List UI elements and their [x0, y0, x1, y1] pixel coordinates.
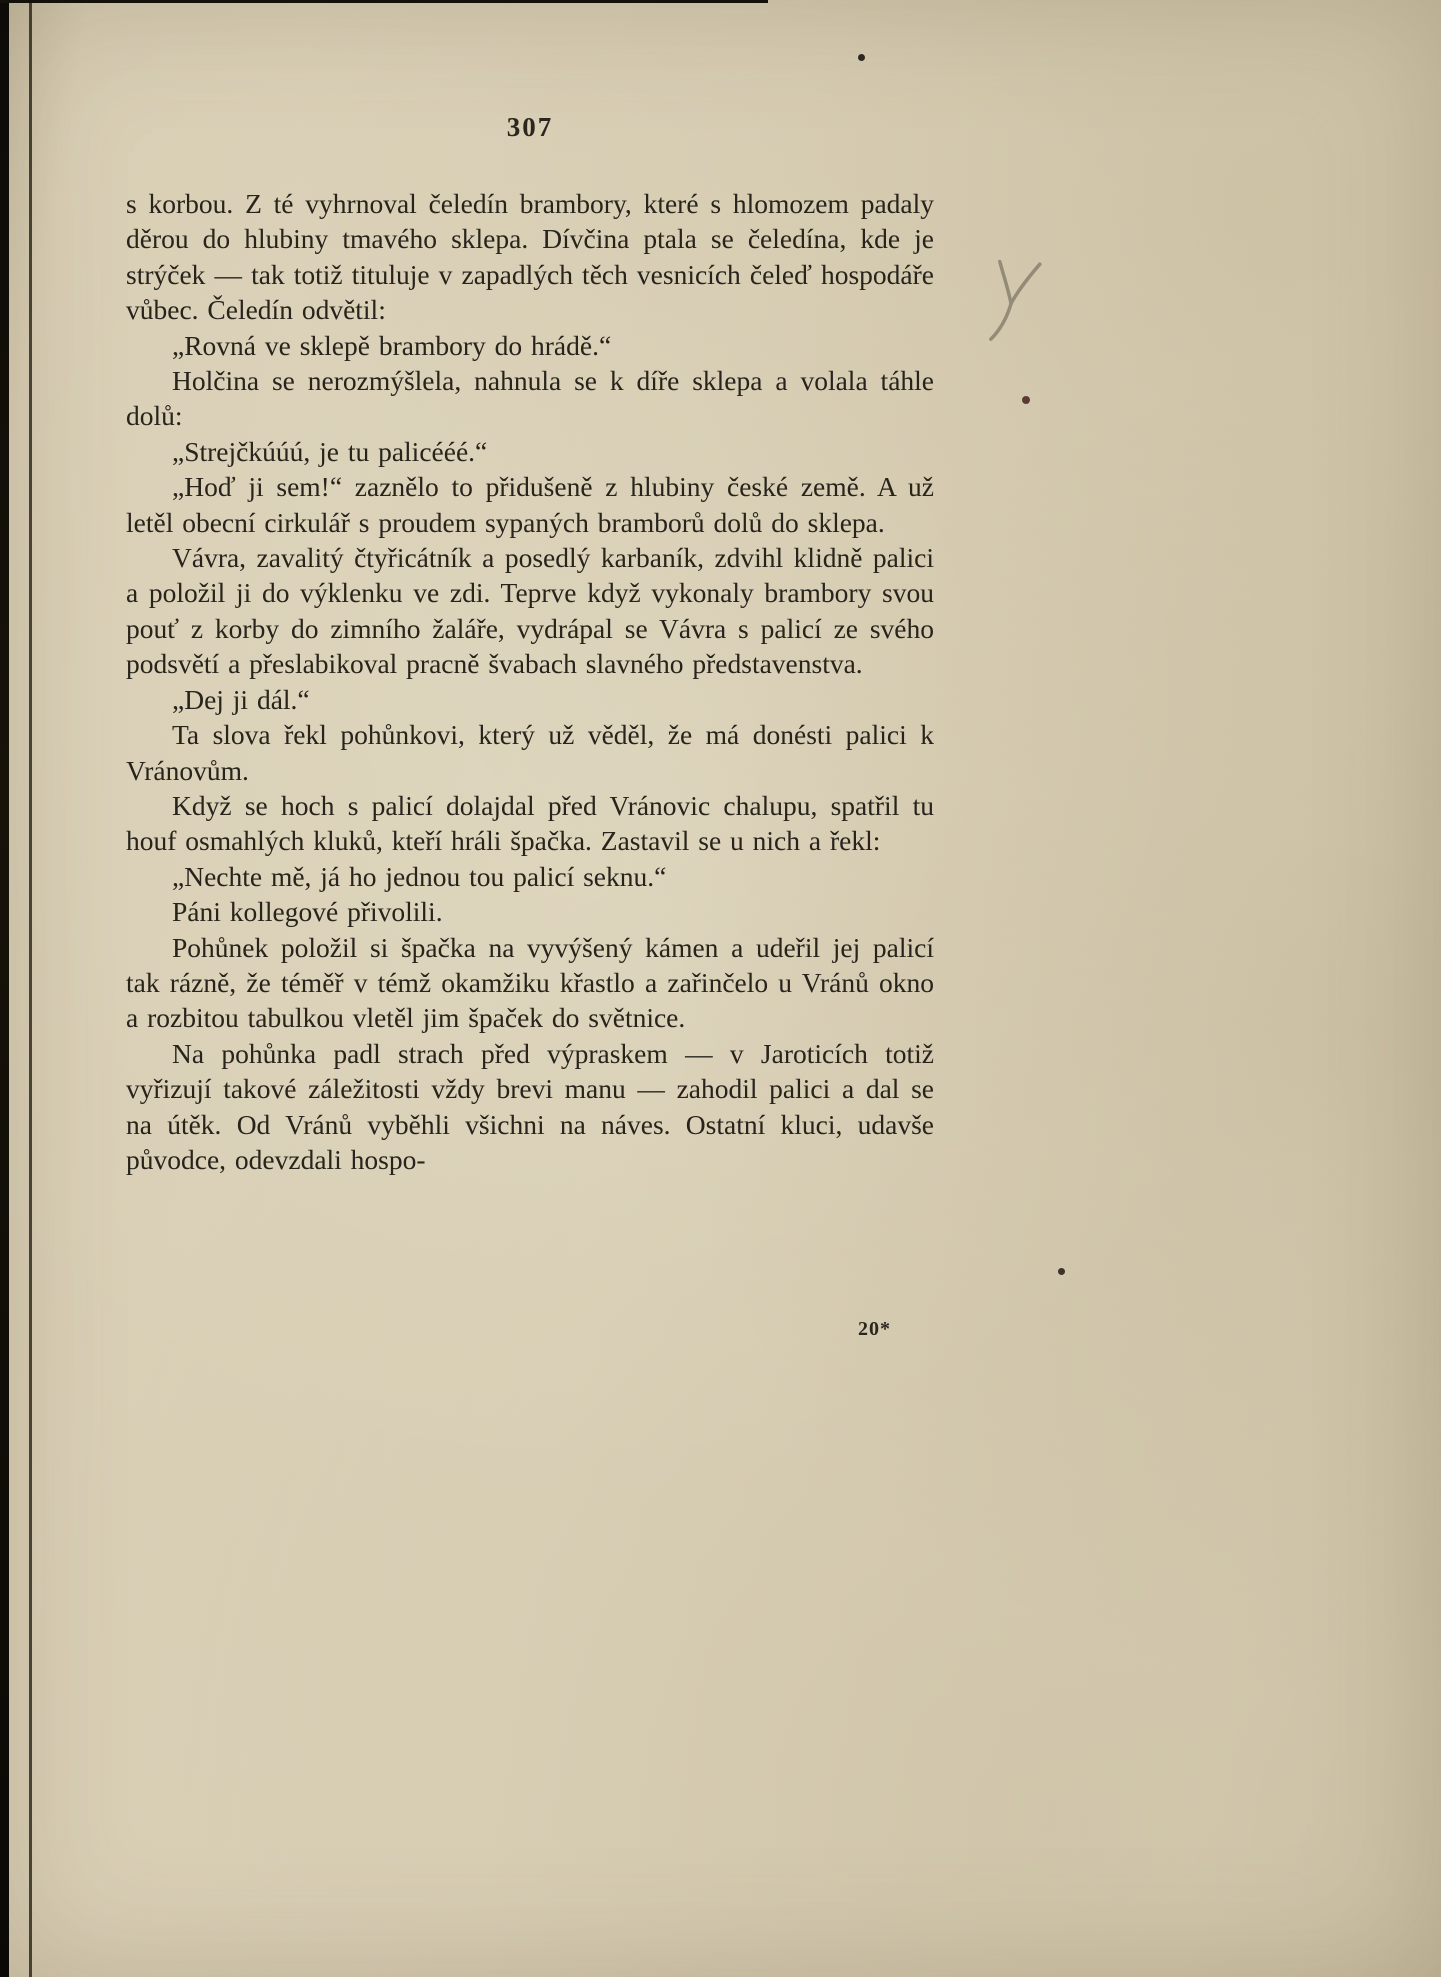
signature-mark: 20* — [858, 1318, 891, 1340]
binding-inner-line — [29, 0, 32, 1977]
paragraph: Vávra, zavalitý čtyřicátník a posedlý karbaník, zdvihl klidně palici a položil ji do výklenku ve zdi. Teprve když vykonaly brambory svou pouť z korby do zimního žaláře, vydrápal se Vávra s palicí ze svého podsvětí a přeslabikoval pracně švabach slavného představenstva. — [126, 542, 934, 680]
paragraph: „Dej ji dál.“ — [172, 683, 310, 715]
paragraph: „Nechte mě, já ho jednou tou palicí seknu.“ — [172, 860, 667, 892]
paragraph: Pohůnek položil si špačka na vyvýšený kámen a udeřil jej palicí tak rázně, že téměř v témž okamžiku křastlo a zařinčelo u Vránů okno a rozbitou tabulkou vletěl jim špaček do světnice. — [126, 931, 934, 1034]
paragraph: Když se hoch s palicí dolajdal před Vránovic chalupu, spatřil tu houf osmahlých kluků, kteří hráli špačka. Zastavil se u nich a řekl: — [126, 789, 934, 857]
page-top-edge-line — [0, 0, 768, 3]
handwritten-y-mark — [980, 255, 1048, 354]
paragraph: Páni kollegové přivolili. — [172, 896, 443, 928]
binding-edge — [0, 0, 9, 1977]
paragraph: Na pohůnka padl strach před výpraskem — v Jaroticích totiž vyřizují takové záležitosti vždy brevi manu — zahodil palici a dal se na útěk. Od Vránů vyběhli všichni na náves. Ostatní kluci, udavše původce, odevzdali hospo- — [126, 1037, 934, 1175]
paragraph: „Strejčkúúú, je tu palicééé.“ — [172, 435, 488, 467]
ink-speck — [858, 54, 865, 61]
page-number: 307 — [506, 112, 554, 142]
paragraph: Holčina se nerozmýšlela, nahnula se k díře sklepa a volala táhle dolů: — [126, 365, 934, 432]
paragraph: s korbou. Z té vyhrnoval čeledín brambory, které s hlomozem padaly děrou do hlubiny tmavého sklepa. Dívčina ptala se čeledína, kde je strýček — tak totiž tituluje v zapadlých těch vesnicích čeleď hospodáře vůbec. Čeledín odvětil: — [126, 188, 934, 326]
paragraph: Ta slova řekl pohůnkovi, který už věděl, že má donésti palici k Vránovům. — [126, 719, 934, 786]
paragraph: „Rovná ve sklepě brambory do hrádě.“ — [172, 329, 612, 361]
ink-speck — [1058, 1268, 1065, 1275]
paragraph: „Hoď ji sem!“ zaznělo to přidušeně z hlubiny české země. A už letěl obecní cirkulář s proudem sypaných bramborů dolů do sklepa. — [126, 471, 934, 538]
text-block — [126, 186, 934, 1177]
ink-speck — [1022, 396, 1030, 404]
